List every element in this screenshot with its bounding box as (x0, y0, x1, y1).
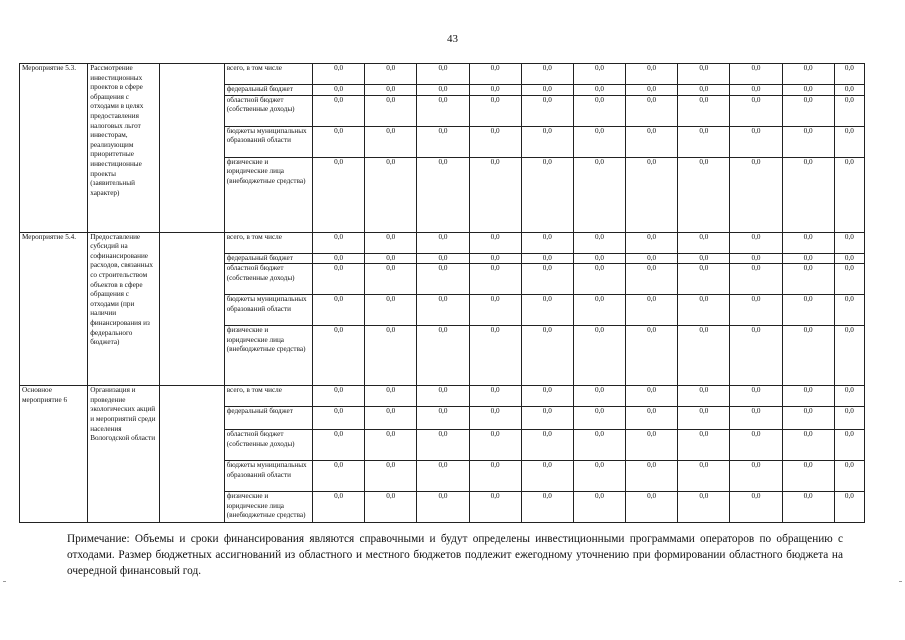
value-cell: 0,0 (730, 430, 782, 461)
event-name: Рассмотрение инвестиционных проектов в сфере обращения с отходами в целях предоставления налоговых льгот инвесторам, реализующим приоритетные инвестиционные проекты (заявительный характер) (88, 64, 160, 233)
value-cell: 0,0 (834, 64, 864, 85)
value-cell: 0,0 (365, 64, 417, 85)
value-cell: 0,0 (834, 232, 864, 253)
value-cell: 0,0 (782, 407, 834, 430)
value-cell: 0,0 (573, 95, 625, 126)
value-cell: 0,0 (313, 157, 365, 232)
value-cell: 0,0 (573, 295, 625, 326)
value-cell: 0,0 (626, 85, 678, 96)
value-cell: 0,0 (678, 232, 730, 253)
value-cell: 0,0 (834, 157, 864, 232)
table-body (20, 64, 865, 523)
value-cell: 0,0 (469, 326, 521, 386)
value-cell: 0,0 (678, 253, 730, 264)
financing-table (19, 63, 865, 523)
value-cell: 0,0 (469, 232, 521, 253)
value-cell: 0,0 (417, 253, 469, 264)
value-cell: 0,0 (365, 386, 417, 407)
value-cell: 0,0 (782, 326, 834, 386)
value-cell: 0,0 (365, 430, 417, 461)
funding-source: всего, в том числе (224, 232, 312, 253)
value-cell: 0,0 (573, 64, 625, 85)
value-cell: 0,0 (730, 95, 782, 126)
value-cell: 0,0 (730, 264, 782, 295)
value-cell: 0,0 (313, 295, 365, 326)
funding-source: федеральный бюджет (224, 85, 312, 96)
value-cell: 0,0 (313, 126, 365, 157)
value-cell: 0,0 (678, 126, 730, 157)
value-cell: 0,0 (782, 253, 834, 264)
executor-cell (160, 64, 224, 233)
value-cell: 0,0 (626, 407, 678, 430)
value-cell: 0,0 (730, 407, 782, 430)
event-code: Мероприятие 5.3. (20, 64, 88, 233)
scan-mark-left (3, 581, 6, 582)
value-cell: 0,0 (365, 492, 417, 523)
value-cell: 0,0 (573, 126, 625, 157)
value-cell: 0,0 (469, 386, 521, 407)
value-cell: 0,0 (782, 126, 834, 157)
value-cell: 0,0 (313, 85, 365, 96)
value-cell: 0,0 (417, 295, 469, 326)
value-cell: 0,0 (365, 85, 417, 96)
value-cell: 0,0 (521, 264, 573, 295)
value-cell: 0,0 (521, 326, 573, 386)
value-cell: 0,0 (469, 95, 521, 126)
value-cell: 0,0 (313, 407, 365, 430)
value-cell: 0,0 (782, 386, 834, 407)
value-cell: 0,0 (834, 264, 864, 295)
value-cell: 0,0 (678, 95, 730, 126)
value-cell: 0,0 (417, 492, 469, 523)
value-cell: 0,0 (521, 461, 573, 492)
value-cell: 0,0 (573, 157, 625, 232)
table-row (20, 64, 865, 85)
value-cell: 0,0 (573, 232, 625, 253)
value-cell: 0,0 (417, 126, 469, 157)
value-cell: 0,0 (521, 430, 573, 461)
value-cell: 0,0 (730, 85, 782, 96)
value-cell: 0,0 (417, 95, 469, 126)
value-cell: 0,0 (678, 461, 730, 492)
value-cell: 0,0 (730, 295, 782, 326)
value-cell: 0,0 (313, 232, 365, 253)
value-cell: 0,0 (313, 492, 365, 523)
value-cell: 0,0 (417, 264, 469, 295)
value-cell: 0,0 (573, 386, 625, 407)
value-cell: 0,0 (573, 85, 625, 96)
funding-source: физические и юридические лица (внебюджетные средства) (224, 492, 312, 523)
value-cell: 0,0 (417, 407, 469, 430)
value-cell: 0,0 (365, 326, 417, 386)
value-cell: 0,0 (469, 126, 521, 157)
value-cell: 0,0 (626, 492, 678, 523)
value-cell: 0,0 (626, 157, 678, 232)
value-cell: 0,0 (782, 64, 834, 85)
page-number: 43 (447, 33, 458, 45)
value-cell: 0,0 (730, 253, 782, 264)
funding-source: физические и юридические лица (внебюджетные средства) (224, 326, 312, 386)
value-cell: 0,0 (573, 407, 625, 430)
value-cell: 0,0 (834, 253, 864, 264)
funding-source: федеральный бюджет (224, 407, 312, 430)
value-cell: 0,0 (365, 407, 417, 430)
value-cell: 0,0 (417, 232, 469, 253)
value-cell: 0,0 (521, 64, 573, 85)
value-cell: 0,0 (573, 326, 625, 386)
funding-source: бюджеты муниципальных образований области (224, 295, 312, 326)
value-cell: 0,0 (834, 407, 864, 430)
value-cell: 0,0 (521, 85, 573, 96)
scan-mark-right (899, 581, 902, 582)
value-cell: 0,0 (365, 253, 417, 264)
value-cell: 0,0 (313, 386, 365, 407)
value-cell: 0,0 (365, 95, 417, 126)
funding-source: бюджеты муниципальных образований области (224, 126, 312, 157)
value-cell: 0,0 (834, 85, 864, 96)
value-cell: 0,0 (469, 264, 521, 295)
value-cell: 0,0 (782, 295, 834, 326)
value-cell: 0,0 (313, 326, 365, 386)
value-cell: 0,0 (573, 264, 625, 295)
value-cell: 0,0 (730, 126, 782, 157)
value-cell: 0,0 (626, 430, 678, 461)
event-code: Мероприятие 5.4. (20, 232, 88, 386)
value-cell: 0,0 (834, 492, 864, 523)
value-cell: 0,0 (834, 326, 864, 386)
value-cell: 0,0 (678, 492, 730, 523)
value-cell: 0,0 (626, 95, 678, 126)
value-cell: 0,0 (782, 461, 834, 492)
value-cell: 0,0 (573, 253, 625, 264)
value-cell: 0,0 (469, 157, 521, 232)
value-cell: 0,0 (678, 157, 730, 232)
funding-source: бюджеты муниципальных образований области (224, 461, 312, 492)
value-cell: 0,0 (834, 430, 864, 461)
event-code: Основное мероприятие 6 (20, 386, 88, 523)
value-cell: 0,0 (521, 232, 573, 253)
value-cell: 0,0 (626, 232, 678, 253)
value-cell: 0,0 (730, 326, 782, 386)
event-name: Предоставление субсидий на софинансирование расходов, связанных со строительством объектов в сфере обращения с отходами (при наличии финансирования из федерального бюджета) (88, 232, 160, 386)
value-cell: 0,0 (521, 253, 573, 264)
value-cell: 0,0 (365, 126, 417, 157)
value-cell: 0,0 (313, 253, 365, 264)
value-cell: 0,0 (626, 386, 678, 407)
value-cell: 0,0 (782, 157, 834, 232)
value-cell: 0,0 (417, 85, 469, 96)
value-cell: 0,0 (313, 95, 365, 126)
value-cell: 0,0 (313, 264, 365, 295)
value-cell: 0,0 (417, 386, 469, 407)
value-cell: 0,0 (626, 461, 678, 492)
executor-cell (160, 232, 224, 386)
value-cell: 0,0 (834, 95, 864, 126)
value-cell: 0,0 (521, 95, 573, 126)
table-row (20, 232, 865, 253)
value-cell: 0,0 (521, 492, 573, 523)
funding-source: физические и юридические лица (внебюджетные средства) (224, 157, 312, 232)
value-cell: 0,0 (521, 157, 573, 232)
value-cell: 0,0 (469, 64, 521, 85)
value-cell: 0,0 (834, 126, 864, 157)
value-cell: 0,0 (521, 386, 573, 407)
value-cell: 0,0 (469, 295, 521, 326)
value-cell: 0,0 (417, 64, 469, 85)
executor-cell (160, 386, 224, 523)
value-cell: 0,0 (417, 430, 469, 461)
value-cell: 0,0 (626, 295, 678, 326)
value-cell: 0,0 (469, 85, 521, 96)
value-cell: 0,0 (834, 461, 864, 492)
value-cell: 0,0 (782, 85, 834, 96)
value-cell: 0,0 (834, 295, 864, 326)
value-cell: 0,0 (365, 264, 417, 295)
value-cell: 0,0 (626, 253, 678, 264)
value-cell: 0,0 (834, 386, 864, 407)
value-cell: 0,0 (573, 430, 625, 461)
value-cell: 0,0 (573, 492, 625, 523)
value-cell: 0,0 (417, 461, 469, 492)
value-cell: 0,0 (626, 64, 678, 85)
value-cell: 0,0 (626, 264, 678, 295)
value-cell: 0,0 (573, 461, 625, 492)
value-cell: 0,0 (365, 295, 417, 326)
value-cell: 0,0 (469, 492, 521, 523)
value-cell: 0,0 (730, 461, 782, 492)
value-cell: 0,0 (730, 492, 782, 523)
value-cell: 0,0 (678, 85, 730, 96)
value-cell: 0,0 (782, 264, 834, 295)
value-cell: 0,0 (365, 461, 417, 492)
funding-source: федеральный бюджет (224, 253, 312, 264)
value-cell: 0,0 (469, 253, 521, 264)
value-cell: 0,0 (365, 232, 417, 253)
value-cell: 0,0 (678, 326, 730, 386)
value-cell: 0,0 (678, 386, 730, 407)
table-row (20, 386, 865, 407)
value-cell: 0,0 (626, 126, 678, 157)
value-cell: 0,0 (730, 232, 782, 253)
value-cell: 0,0 (678, 407, 730, 430)
value-cell: 0,0 (782, 232, 834, 253)
value-cell: 0,0 (417, 326, 469, 386)
value-cell: 0,0 (678, 64, 730, 85)
value-cell: 0,0 (730, 386, 782, 407)
value-cell: 0,0 (782, 95, 834, 126)
value-cell: 0,0 (469, 461, 521, 492)
value-cell: 0,0 (730, 157, 782, 232)
value-cell: 0,0 (313, 64, 365, 85)
value-cell: 0,0 (782, 492, 834, 523)
value-cell: 0,0 (469, 430, 521, 461)
value-cell: 0,0 (678, 295, 730, 326)
funding-source: всего, в том числе (224, 64, 312, 85)
value-cell: 0,0 (365, 157, 417, 232)
value-cell: 0,0 (313, 430, 365, 461)
value-cell: 0,0 (678, 430, 730, 461)
value-cell: 0,0 (417, 157, 469, 232)
footnote: Примечание: Объемы и сроки финансирования являются справочными и будут определены инвестиционными программами операторов по обращению с отходами. Размер бюджетных ассигнований из областного и местного бюджетов подлежит ежегодному уточнению при формировании областного бюджета на очередной финансовый год. (67, 533, 843, 578)
value-cell: 0,0 (313, 461, 365, 492)
funding-source: областной бюджет (собственные доходы) (224, 95, 312, 126)
funding-source: областной бюджет (собственные доходы) (224, 430, 312, 461)
value-cell: 0,0 (521, 126, 573, 157)
value-cell: 0,0 (678, 264, 730, 295)
value-cell: 0,0 (469, 407, 521, 430)
value-cell: 0,0 (730, 64, 782, 85)
funding-source: всего, в том числе (224, 386, 312, 407)
funding-source: областной бюджет (собственные доходы) (224, 264, 312, 295)
value-cell: 0,0 (521, 407, 573, 430)
value-cell: 0,0 (626, 326, 678, 386)
event-name: Организация и проведение экологических акций и мероприятий среди населения Вологодской области (88, 386, 160, 523)
value-cell: 0,0 (782, 430, 834, 461)
value-cell: 0,0 (521, 295, 573, 326)
